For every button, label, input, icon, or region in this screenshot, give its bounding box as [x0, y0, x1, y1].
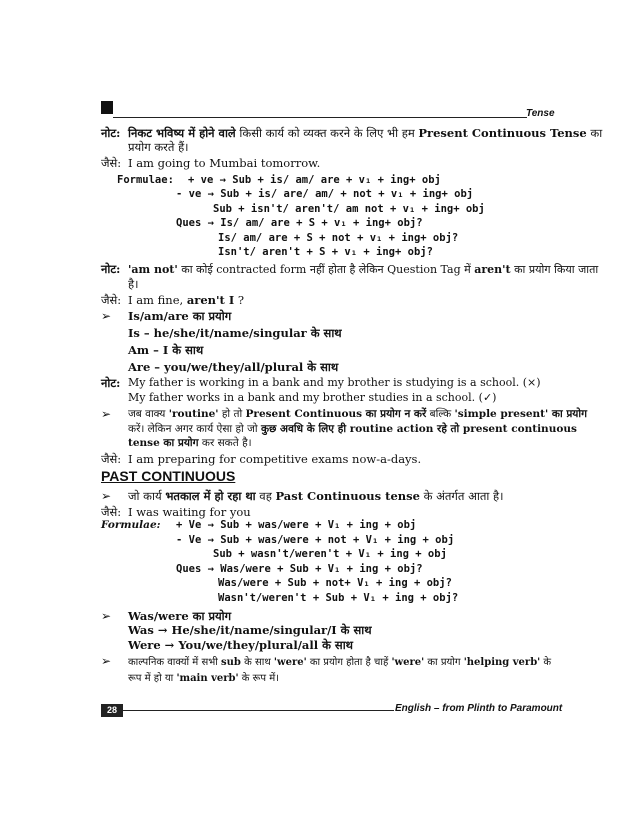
note-marker: नोट: — [101, 262, 121, 277]
bullet-line: Are – you/we/they/all/plural के साथ — [128, 360, 339, 375]
formula-line: Wasn't/weren't + Sub + V₁ + ing + obj? — [218, 591, 459, 604]
formulae-label: Formulae: — [117, 173, 174, 186]
bullet-line: tense का प्रयोग कर सकते है। — [128, 437, 252, 450]
bullet-line: करें। लेकिन अगर कार्य ऐसा हो जो कुछ अवधि के लिए ही routine action रहे तो present continuous — [128, 422, 577, 435]
bullet-title: Was/were का प्रयोग — [128, 608, 232, 623]
arrowhead-bullet-icon: ➢ — [101, 488, 112, 503]
section-heading: PAST CONTINUOUS — [101, 467, 236, 484]
formula-line: - ve → Sub + is/ are/ am/ + not + v₁ + ing+ obj — [176, 188, 474, 201]
formula-line: Is/ am/ are + S + not + v₁ + ing+ obj? — [218, 231, 459, 244]
example-marker: जैसे: — [101, 156, 122, 171]
example-text: I am going to Mumbai tomorrow. — [128, 156, 321, 171]
note-marker: नोट: — [101, 125, 121, 140]
bullet-line: Was → He/she/it/name/singular/I के साथ — [128, 623, 372, 638]
example-marker: जैसे: — [101, 504, 122, 519]
formula-line: + ve → Sub + is/ am/ are + v₁ + ing+ obj — [188, 173, 441, 186]
bullet-title: Is/am/are का प्रयोग — [128, 308, 232, 323]
example-text: I am fine, aren't I ? — [128, 293, 245, 308]
formula-line: Was/were + Sub + not+ V₁ + ing + obj? — [218, 577, 452, 590]
bullet-line: जब वाक्य 'routine' हो तो Present Continuous का प्रयोग न करें बल्कि 'simple present' का प्रयोग — [128, 408, 588, 421]
arrowhead-bullet-icon: ➢ — [101, 407, 112, 422]
formula-line: Ques → Is/ am/ are + S + v₁ + ing+ obj? — [176, 217, 423, 230]
bullet-line: Am – I के साथ — [128, 342, 204, 357]
note-line: निकट भविष्य में होने वाले किसी कार्य को व्यक्त करने के लिए भी हम Present Continuous Tense का — [128, 125, 603, 140]
bullet-line: रूप में हो या 'main verb' के रूप में। — [128, 673, 280, 684]
page-number: 28 — [101, 704, 123, 717]
example-marker: जैसे: — [101, 293, 122, 308]
arrowhead-bullet-icon: ➢ — [101, 654, 112, 668]
note-line: 'am not' का कोई contracted form नहीं होता है लेकिन Question Tag में aren't का प्रयोग किया जाता — [128, 263, 599, 277]
note-line: है। — [128, 276, 139, 291]
note-line: My father works in a bank and my brother studies in a school. (✓) — [128, 390, 497, 404]
arrowhead-bullet-icon: ➢ — [101, 308, 112, 323]
note-marker: नोट: — [101, 376, 121, 391]
bullet-line: Were → You/we/they/plural/all के साथ — [128, 637, 354, 652]
bullet-line: काल्पनिक वाक्यों में सभी sub के साथ 'were' का प्रयोग होता है चाहें 'were' का प्रयोग 'helping verb' के — [128, 657, 552, 668]
formula-line: - Ve → Sub + was/were + not + V₁ + ing + obj — [176, 533, 455, 546]
note-line: My father is working in a bank and my brother is studying is a school. (×) — [128, 376, 541, 390]
bullet-line: जो कार्य भतकाल में हो रहा था वह Past Continuous tense के अंतर्गत आता है। — [128, 488, 504, 503]
example-marker: जैसे: — [101, 451, 122, 466]
formula-line: Ques → Was/were + Sub + V₁ + ing + obj? — [176, 562, 423, 575]
header-rule — [113, 117, 527, 118]
header-label: Tense — [526, 108, 555, 119]
footer-rule — [123, 710, 394, 711]
example-text: I was waiting for you — [128, 504, 251, 519]
bullet-line: Is – he/she/it/name/singular के साथ — [128, 325, 342, 340]
formula-line: Sub + wasn't/weren't + V₁ + ing + obj — [213, 548, 447, 561]
note-line: प्रयोग करते हैं। — [128, 140, 189, 155]
formulae-label: Formulae: — [101, 519, 161, 532]
arrowhead-bullet-icon: ➢ — [101, 608, 112, 623]
header-marker-block — [101, 101, 113, 114]
formula-line: Isn't/ aren't + S + v₁ + ing+ obj? — [218, 246, 433, 259]
formula-line: + Ve → Sub + was/were + V₁ + ing + obj — [176, 519, 417, 532]
example-text: I am preparing for competitive exams now-a-days. — [128, 451, 422, 466]
footer-label: English – from Plinth to Paramount — [395, 703, 563, 714]
formula-line: Sub + isn't/ aren't/ am not + v₁ + ing+ obj — [213, 202, 485, 215]
